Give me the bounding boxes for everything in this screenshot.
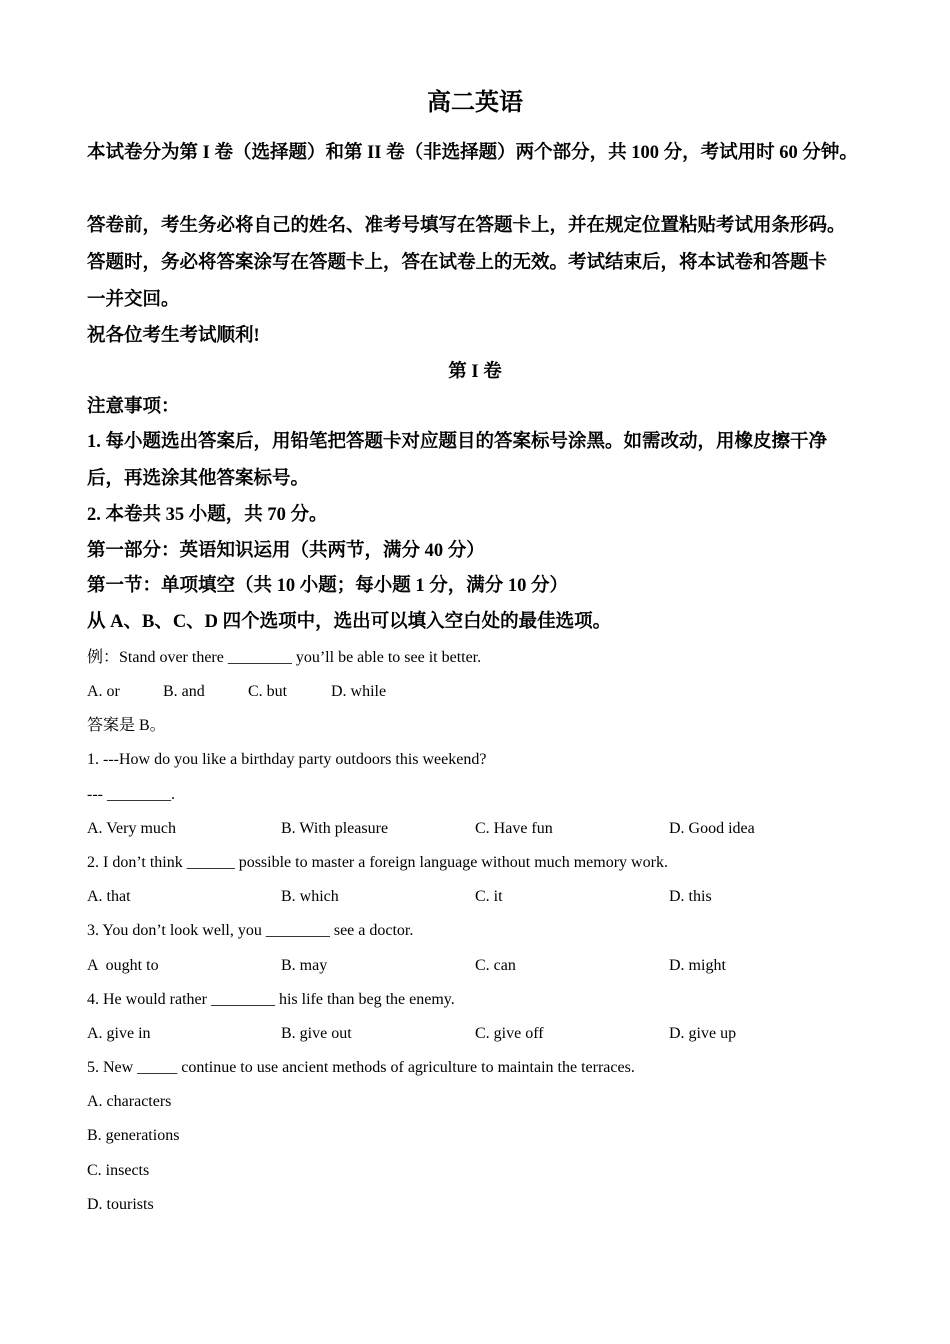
intro-line: 答卷前，考生务必将自己的姓名、准考号填写在答题卡上，并在规定位置粘贴考试用条形码。 (87, 216, 846, 236)
instruction-text: 从 A、B、C、D 四个选项中，选出可以填入空白处的最佳选项。 (87, 612, 612, 632)
option-a: A. characters (87, 1093, 172, 1110)
question-stem: 1. ---How do you like a birthday party outdoors this weekend? (87, 751, 487, 768)
example-answer: 答案是 B。 (87, 717, 166, 734)
note-item: 后，再选涂其他答案标号。 (87, 469, 310, 489)
option-c: C. insects (87, 1162, 150, 1179)
option-c: C. it (475, 888, 503, 905)
example-question: 例：Stand over there ________ you’ll be able to see it better. (87, 649, 482, 666)
question-stem: 4. He would rather ________ his life than beg the enemy. (87, 991, 455, 1008)
option-d: D. give up (669, 1025, 737, 1042)
intro-line: 一并交回。 (87, 290, 180, 310)
section-heading: 第一节：单项填空（共 10 小题；每小题 1 分，满分 10 分） (87, 576, 569, 596)
example-option: D. while (331, 683, 387, 700)
option-d: D. this (669, 888, 712, 905)
question-stem: 2. I don’t think ______ possible to master a foreign language without much memory work. (87, 854, 668, 871)
question-stem: 3. You don’t look well, you ________ see a doctor. (87, 922, 414, 939)
example-option: C. but (248, 683, 288, 700)
option-a: A. Very much (87, 820, 177, 837)
option-b: B. may (281, 957, 328, 974)
option-d: D. might (669, 957, 726, 974)
question-stem: 5. New _____ continue to use ancient methods of agriculture to maintain the terraces. (87, 1059, 635, 1076)
page-title: 高二英语 (427, 90, 523, 116)
option-a: A. that (87, 888, 131, 905)
option-b: B. which (281, 888, 339, 905)
option-c: C. give off (475, 1025, 544, 1042)
note-item: 2. 本卷共 35 小题，共 70 分。 (87, 505, 328, 525)
notes-heading: 注意事项： (87, 397, 180, 417)
option-d: D. tourists (87, 1196, 154, 1213)
option-d: D. Good idea (669, 820, 755, 837)
option-c: C. Have fun (475, 820, 553, 837)
section-title: 第 I 卷 (448, 362, 502, 382)
example-option: A. or (87, 683, 120, 700)
intro-line: 本试卷分为第 I 卷（选择题）和第 II 卷（非选择题）两个部分，共 100 分，考试用时 60 分钟。 (87, 143, 858, 163)
option-a: A. give in (87, 1025, 151, 1042)
option-b: B. generations (87, 1127, 180, 1144)
example-option: B. and (163, 683, 205, 700)
option-b: B. With pleasure (281, 820, 389, 837)
option-b: B. give out (281, 1025, 352, 1042)
note-item: 1. 每小题选出答案后，用铅笔把答题卡对应题目的答案标号涂黑。如需改动，用橡皮擦干净 (87, 432, 828, 452)
option-c: C. can (475, 957, 516, 974)
good-luck-text: 祝各位考生考试顺利! (87, 326, 260, 346)
part-heading: 第一部分：英语知识运用（共两节，满分 40 分） (87, 541, 485, 561)
option-a: A ought to (87, 957, 159, 974)
intro-line: 答题时，务必将答案涂写在答题卡上，答在试卷上的无效。考试结束后，将本试卷和答题卡 (87, 253, 828, 273)
question-stem: --- ________. (87, 786, 175, 803)
